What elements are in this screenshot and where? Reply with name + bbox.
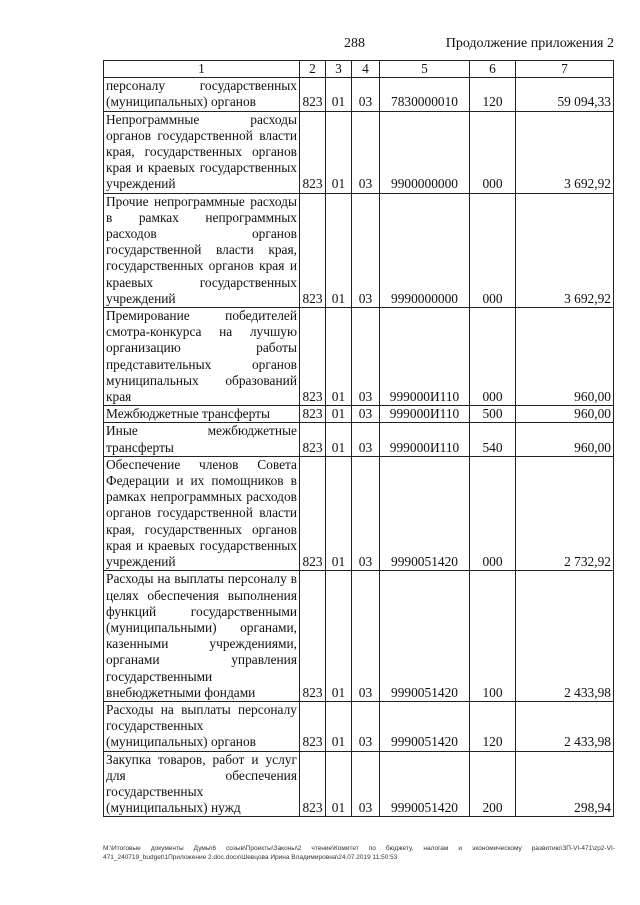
row-value-cell: 01 (326, 406, 352, 423)
row-value-cell: 7830000010 (380, 78, 470, 111)
table-row (104, 193, 614, 307)
row-value-cell: 3 692,92 (516, 111, 614, 193)
row-name-cell: Межбюджетные трансферты (104, 406, 300, 423)
column-number-row (104, 61, 614, 78)
row-value-cell: 000 (470, 111, 516, 193)
row-name-cell: Премирование победителей смотра-конкурса на лучшую организацию работы представительных органов муниципальных образований края (104, 308, 300, 406)
document-path-footer: М:\Итоговые документы Думы\6 созыв\Проекты\Законы\2 чтение\Комитет по бюджету, налогам и экономическому развитию\ЗП-VI-471\zp2-VI-471_240719_budget\1Приложение 2.doc.docx\Шевцова Ирина Владимировна\24.07.2019 11:50:53 (103, 845, 615, 861)
table-row (104, 751, 614, 817)
row-value-cell: 9990051420 (380, 701, 470, 751)
row-value-cell: 823 (300, 406, 326, 423)
row-value-cell: 01 (326, 111, 352, 193)
row-value-cell: 03 (352, 308, 380, 406)
table-row (104, 406, 614, 423)
row-value-cell: 200 (470, 751, 516, 817)
row-value-cell: 960,00 (516, 308, 614, 406)
row-name-cell: Расходы на выплаты персоналу в целях обеспечения выполнения функций государственными (муниципальными) органами, казенными учреждениями, органами управления государственными внебюджетными фондами (104, 571, 300, 702)
row-name-cell: Закупка товаров, работ и услуг для обеспечения государственных (муниципальных) нужд (104, 751, 300, 817)
row-name-cell: Обеспечение членов Совета Федерации и их помощников в рамках непрограммных расходов органов государственной власти края, государственных органов края и краевых государственных учреждений (104, 456, 300, 570)
row-value-cell: 3 692,92 (516, 193, 614, 307)
row-value-cell: 2 732,92 (516, 456, 614, 570)
column-header: 2 (300, 61, 326, 78)
row-value-cell: 500 (470, 406, 516, 423)
row-value-cell: 823 (300, 571, 326, 702)
column-header: 1 (104, 61, 300, 78)
row-value-cell: 120 (470, 701, 516, 751)
row-value-cell: 03 (352, 571, 380, 702)
row-value-cell: 823 (300, 456, 326, 570)
row-value-cell: 000 (470, 193, 516, 307)
row-value-cell: 823 (300, 78, 326, 111)
row-value-cell: 03 (352, 423, 380, 456)
table-row (104, 78, 614, 111)
row-value-cell: 823 (300, 111, 326, 193)
table-row (104, 308, 614, 406)
row-value-cell: 540 (470, 423, 516, 456)
row-value-cell: 2 433,98 (516, 701, 614, 751)
budget-table (103, 60, 614, 817)
column-header: 5 (380, 61, 470, 78)
column-header: 3 (326, 61, 352, 78)
row-value-cell: 823 (300, 701, 326, 751)
table-row (104, 456, 614, 570)
row-value-cell: 9990051420 (380, 751, 470, 817)
row-value-cell: 01 (326, 78, 352, 111)
row-value-cell: 823 (300, 193, 326, 307)
row-value-cell: 03 (352, 751, 380, 817)
row-value-cell: 01 (326, 701, 352, 751)
row-value-cell: 999000И110 (380, 406, 470, 423)
row-name-cell: Непрограммные расходы органов государственной власти края, государственных органов края и краевых государственных учреждений (104, 111, 300, 193)
row-value-cell: 03 (352, 78, 380, 111)
table-row (104, 701, 614, 751)
page-number: 288 (344, 36, 365, 51)
row-value-cell: 9990000000 (380, 193, 470, 307)
row-value-cell: 01 (326, 456, 352, 570)
row-value-cell: 000 (470, 308, 516, 406)
row-value-cell: 960,00 (516, 423, 614, 456)
row-value-cell: 9990051420 (380, 571, 470, 702)
row-value-cell: 03 (352, 701, 380, 751)
row-value-cell: 2 433,98 (516, 571, 614, 702)
row-name-cell: Прочие непрограммные расходы в рамках непрограммных расходов органов государственной власти края, государственных органов края и краевых государственных учреждений (104, 193, 300, 307)
row-value-cell: 03 (352, 193, 380, 307)
column-header: 6 (470, 61, 516, 78)
row-value-cell: 01 (326, 571, 352, 702)
row-value-cell: 100 (470, 571, 516, 702)
row-value-cell: 9900000000 (380, 111, 470, 193)
continuation-label: Продолжение приложения 2 (445, 36, 614, 51)
row-name-cell: Иные межбюджетные трансферты (104, 423, 300, 456)
row-value-cell: 000 (470, 456, 516, 570)
row-value-cell: 999000И110 (380, 308, 470, 406)
row-value-cell: 59 094,33 (516, 78, 614, 111)
row-value-cell: 01 (326, 423, 352, 456)
row-value-cell: 823 (300, 751, 326, 817)
row-value-cell: 03 (352, 456, 380, 570)
table-row (104, 571, 614, 702)
row-value-cell: 01 (326, 751, 352, 817)
column-header: 4 (352, 61, 380, 78)
row-value-cell: 03 (352, 111, 380, 193)
row-value-cell: 823 (300, 423, 326, 456)
row-value-cell: 120 (470, 78, 516, 111)
row-value-cell: 999000И110 (380, 423, 470, 456)
row-value-cell: 01 (326, 308, 352, 406)
row-value-cell: 9990051420 (380, 456, 470, 570)
column-header: 7 (516, 61, 614, 78)
row-value-cell: 298,94 (516, 751, 614, 817)
row-value-cell: 823 (300, 308, 326, 406)
row-name-cell: Расходы на выплаты персоналу государственных (муниципальных) органов (104, 701, 300, 751)
table-row (104, 423, 614, 456)
row-name-cell: персоналу государственных (муниципальных) органов (104, 78, 300, 111)
row-value-cell: 03 (352, 406, 380, 423)
row-value-cell: 960,00 (516, 406, 614, 423)
row-value-cell: 01 (326, 193, 352, 307)
table-row (104, 111, 614, 193)
